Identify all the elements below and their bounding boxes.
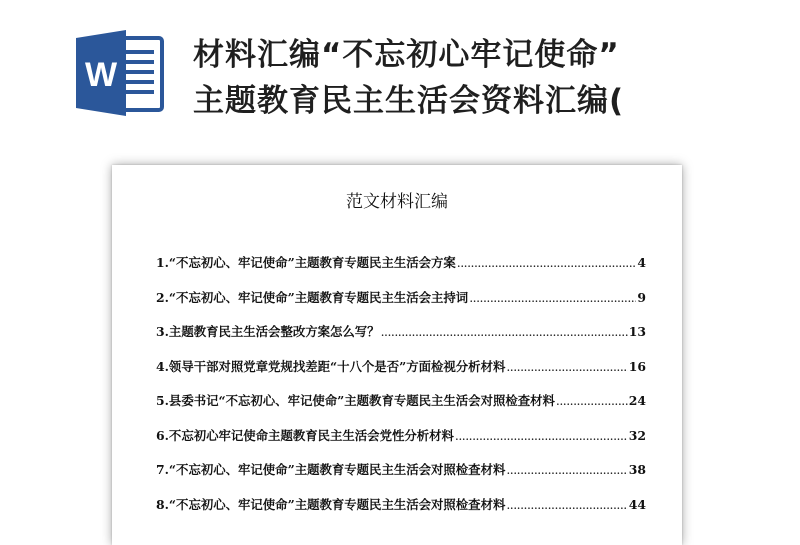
toc-item-text: 5.县委书记“不忘初心、牢记使命”主题教育专题民主生活会对照检查材料: [156, 393, 555, 408]
toc-item[interactable]: [156, 426, 646, 461]
toc-page-number: 9: [637, 289, 646, 305]
document-heading: 范文材料汇编: [346, 192, 448, 212]
page-title: [193, 32, 793, 124]
toc-item[interactable]: [156, 288, 646, 323]
title-line-2: 主题教育民主生活会资料汇编(: [193, 83, 625, 119]
toc-leader: [506, 462, 627, 477]
toc-item-text: 7.“不忘初心、牢记使命”主题教育专题民主生活会对照检查材料: [156, 462, 506, 477]
word-icon: [74, 30, 164, 116]
toc-page-number: 16: [628, 358, 646, 374]
toc-item[interactable]: [156, 460, 646, 495]
toc-leader: [556, 393, 628, 408]
svg-text:W: W: [84, 56, 118, 94]
toc-item[interactable]: [156, 322, 646, 357]
toc-leader: [457, 255, 637, 270]
toc-page-number: 38: [628, 462, 646, 477]
title-line-1: 材料汇编“不忘初心牢记使命”: [193, 37, 620, 73]
toc-leader: [455, 428, 628, 443]
toc-item-text: 4.领导干部对照党章党规找差距“十八个是否”方面检视分析材料: [156, 358, 506, 374]
table-of-contents: [156, 253, 646, 529]
toc-item[interactable]: [156, 495, 646, 530]
toc-page-number: 32: [628, 427, 646, 443]
toc-item-text: 1.“不忘初心、牢记使命”主题教育专题民主生活会方案: [156, 255, 456, 270]
toc-page-number: 24: [628, 393, 646, 408]
toc-leader: [469, 290, 636, 305]
toc-leader: [506, 497, 627, 512]
toc-item[interactable]: [156, 357, 646, 392]
toc-item[interactable]: [156, 391, 646, 426]
toc-item-text: 6.不忘初心牢记使命主题教育民主生活会党性分析材料: [156, 427, 454, 443]
toc-item[interactable]: [156, 253, 646, 288]
document-page: [112, 165, 682, 545]
toc-item-text: 3.主题教育民主生活会整改方案怎么写？: [156, 324, 380, 339]
toc-leader: [506, 359, 627, 374]
toc-leader: [381, 324, 628, 339]
toc-item-text: 8.“不忘初心、牢记使命”主题教育专题民主生活会对照检查材料: [156, 496, 506, 512]
toc-page-number: 4: [637, 255, 646, 270]
toc-page-number: 13: [628, 324, 646, 339]
toc-item-text: 2.“不忘初心、牢记使命”主题教育专题民主生活会主持词: [156, 289, 469, 305]
toc-page-number: 44: [628, 496, 646, 512]
